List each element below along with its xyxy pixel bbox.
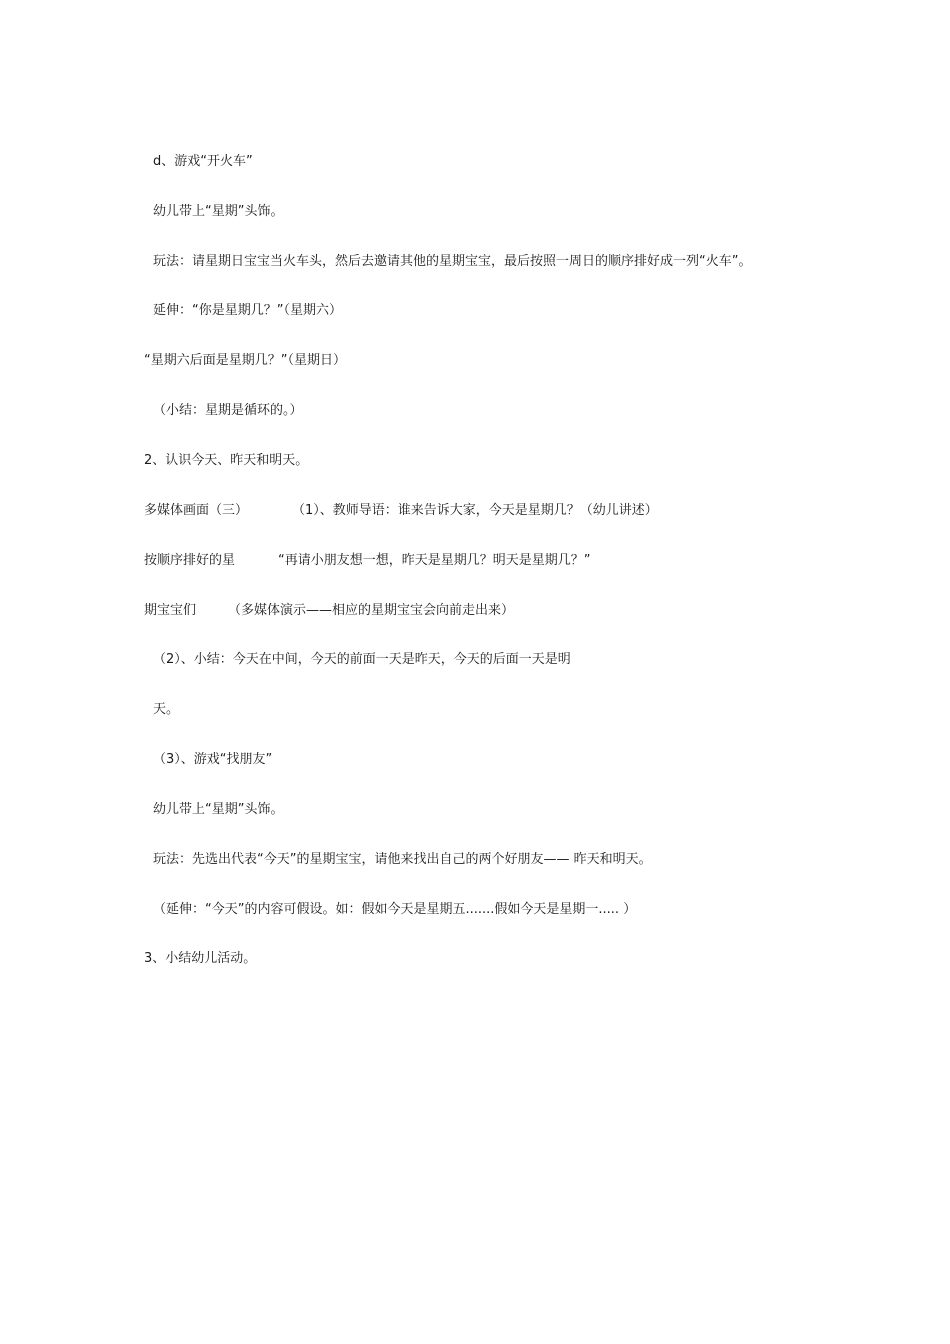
section-heading-3: 3、小结幼儿活动。 — [144, 951, 257, 966]
paragraph-headwear-2: 幼儿带上“星期”头饰。 — [153, 802, 284, 817]
media-left-2: 按顺序排好的星 — [144, 553, 236, 568]
paragraph-summary-1: （小结：星期是循环的。） — [153, 403, 303, 418]
paragraph-rules-2: 玩法：先选出代表“今天”的星期宝宝，请他来找出自己的两个好朋友—— 昨天和明天。 — [153, 852, 652, 867]
paragraph-extension-2: （延伸：“今天”的内容可假设。如：假如今天是星期五.......假如今天是星期一..... ） — [153, 902, 637, 917]
media-right-2: “再请小朋友想一想，昨天是星期几？明天是星期几？” — [278, 553, 591, 568]
paragraph-extension-1: 延伸：“你是星期几？”（星期六） — [153, 303, 342, 318]
heading-game-friends: （3）、游戏“找朋友” — [153, 752, 273, 767]
heading-game-train: d、游戏“开火车” — [153, 154, 253, 169]
media-left-3: 期宝宝们 — [144, 603, 197, 618]
section-heading-2: 2、认识今天、昨天和明天。 — [144, 453, 309, 468]
media-left-1: 多媒体画面（三） — [144, 503, 249, 518]
media-right-1: （1）、教师导语：谁来告诉大家，今天是星期几？（幼儿讲述） — [292, 503, 658, 518]
paragraph-question: “星期六后面是星期几？”（星期日） — [144, 353, 346, 368]
media-right-3: （多媒体演示——相应的星期宝宝会向前走出来） — [228, 603, 515, 618]
paragraph-summary-2: （2）、小结：今天在中间，今天的前面一天是昨天，今天的后面一天是明 — [153, 652, 571, 667]
paragraph-headwear-1: 幼儿带上“星期”头饰。 — [153, 204, 284, 219]
paragraph-summary-2-cont: 天。 — [153, 702, 180, 717]
paragraph-rules-1: 玩法：请星期日宝宝当火车头，然后去邀请其他的星期宝宝，最后按照一周日的顺序排好成一列“火车”。 — [153, 254, 752, 269]
